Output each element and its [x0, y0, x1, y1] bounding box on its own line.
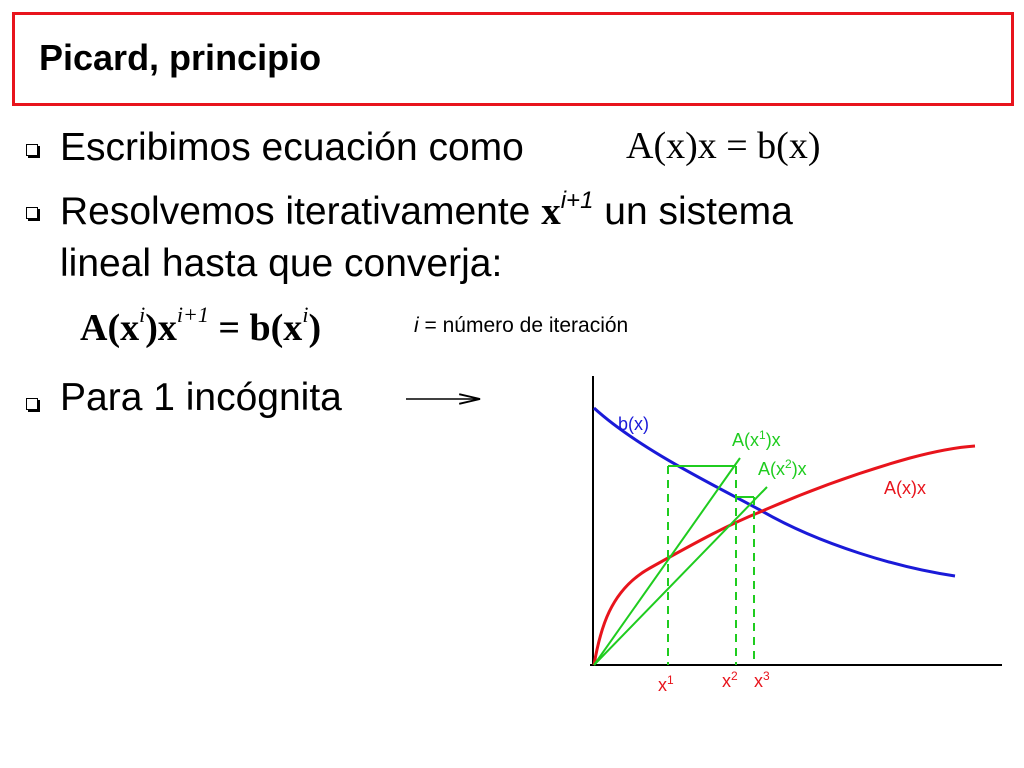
eq2-end: ): [308, 307, 322, 349]
bullet-text-2-line2: lineal hasta que converja:: [60, 242, 503, 285]
label-ax1-end: )x: [765, 430, 781, 450]
bullet-text-2-sup: i+1: [560, 187, 594, 214]
bullet-text-2-b: un sistema: [604, 190, 793, 233]
eq2-sup2: i+1: [176, 302, 209, 327]
label-ax2-base: A(x: [758, 459, 785, 479]
tick-x1: [658, 673, 674, 695]
bullet-text-2-var: x: [541, 190, 561, 233]
eq2-mid: )x: [145, 307, 177, 349]
a-x2-line: [594, 487, 767, 665]
eq2-eq: = b(x: [218, 307, 303, 349]
label-ax2-end: )x: [791, 459, 807, 479]
tick-x2-sup: 2: [731, 669, 738, 683]
label-bx: b(x): [618, 414, 649, 434]
a-x1-line: [594, 458, 740, 665]
bullet-text-2-a: Resolvemos iterativamente: [60, 190, 531, 233]
equation-1: A(x)x = b(x): [626, 125, 821, 167]
iteration-note-var: i: [414, 314, 419, 337]
label-ax1-base: A(x: [732, 430, 759, 450]
tick-x3-base: x: [754, 671, 763, 691]
eq2-sup1: i: [139, 302, 146, 327]
tick-x2-base: x: [722, 671, 731, 691]
label-ax1: [732, 428, 781, 450]
label-ax1-sup: 1: [759, 428, 766, 442]
label-axx: A(x)x: [884, 478, 926, 498]
tick-x1-base: x: [658, 675, 667, 695]
tick-x1-sup: 1: [667, 673, 674, 687]
tick-x3: [754, 669, 770, 691]
bullet-text-1: Escribimos ecuación como: [60, 126, 524, 169]
eq2-a: A(x: [80, 307, 140, 349]
bullet-text-3: Para 1 incógnita: [60, 376, 342, 419]
label-ax2: [758, 457, 807, 479]
label-ax2-sup: 2: [785, 457, 792, 471]
tick-x2: [722, 669, 738, 691]
tick-x3-sup: 3: [763, 669, 770, 683]
page-title: Picard, principio: [39, 37, 322, 78]
iteration-note-text: = número de iteración: [424, 314, 629, 337]
eq2-sup3: i: [302, 302, 309, 327]
